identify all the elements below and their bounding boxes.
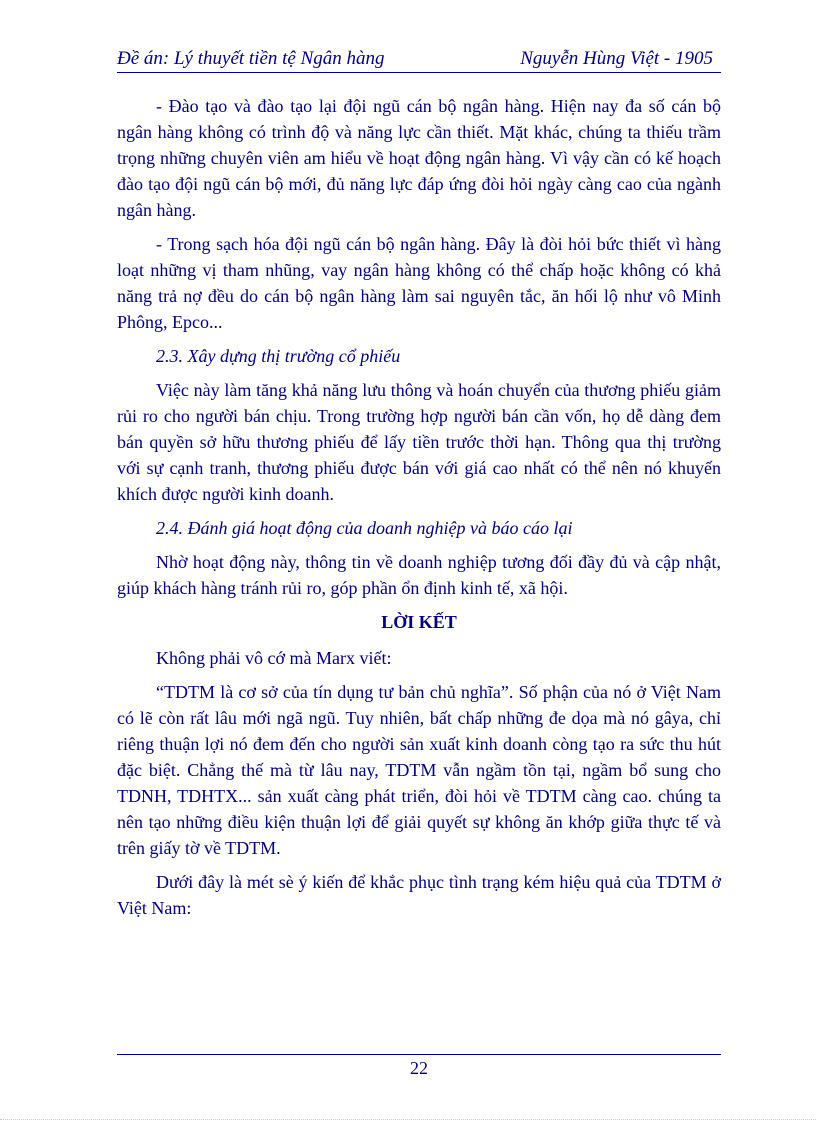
page-header: [117, 46, 721, 73]
document-body: [117, 93, 721, 929]
paragraph-evaluation: Nhờ hoạt động này, thông tin về doanh nghiệp tương đối đầy đủ và cập nhật, giúp khách hàng tránh rủi ro, góp phần ổn định kinh tế, xã hội.: [117, 552, 721, 598]
paragraph-marx-intro: Không phải vô cớ mà Marx viết:: [156, 648, 392, 668]
section-heading-2-4: 2.4. Đánh giá hoạt động của doanh nghiệp và báo cáo lại: [156, 518, 573, 538]
section-heading-2-3: 2.3. Xây dựng thị trường cổ phiếu: [156, 346, 401, 366]
page-number: 22: [410, 1058, 428, 1078]
paragraph-stock-market: Việc này làm tăng khả năng lưu thông và hoán chuyển của thương phiếu giảm rủi ro cho người bán chịu. Trong trường hợp người bán cần vốn, họ dễ dàng đem bán quyền sở hữu thương phiếu để lấy tiền trước thời hạn. Thông qua thị trường với sự cạnh tranh, thương phiếu được bán với giá cao nhất có thể nên nó khuyến khích được người kinh doanh.: [117, 380, 721, 504]
header-document-title: Đề án: Lý thuyết tiền tệ Ngân hàng: [117, 48, 385, 69]
paragraph-tdtm-quote: “TDTM là cơ sở của tín dụng tư bản chủ nghĩa”. Số phận của nó ở Việt Nam có lẽ còn rất lâu mới ngã ngũ. Tuy nhiên, bất chấp những đe dọa mà nó gâya, chỉ riêng thuận lợi nó đem đến cho người sản xuất kinh doanh còng tạo ra sức thu hút đặc biệt. Chẳng thế mà từ lâu nay, TDTM vẫn ngầm tồn tại, ngầm bổ sung cho TDNH, TDHTX... sản xuất càng phát triển, đòi hỏi về TDTM càng cao. chúng ta nên tạo những điều kiện thuận lợi để giải quyết sự không ăn khớp giữa thực tế và trên giấy tờ về TDTM.: [117, 682, 721, 858]
footer-divider: [117, 1054, 721, 1055]
paragraph-training: - Đào tạo và đào tạo lại đội ngũ cán bộ ngân hàng. Hiện nay đa số cán bộ ngân hàng không có trình độ và năng lực cần thiết. Mặt khác, chúng ta thiếu trầm trọng những chuyên viên am hiểu về hoạt động ngân hàng. Vì vậy cần có kế hoạch đào tạo đội ngũ cán bộ mới, đủ năng lực đáp ứng đòi hỏi ngày càng cao của ngành ngân hàng.: [117, 96, 721, 220]
paragraph-cleanup: - Trong sạch hóa đội ngũ cán bộ ngân hàng. Đây là đòi hỏi bức thiết vì hàng loạt những vị tham nhũng, vay ngân hàng không có thể chấp hoặc không có khả năng trả nợ đều do cán bộ ngân hàng làm sai nguyên tắc, ăn hối lộ như vô Minh Phông, Epco...: [117, 234, 721, 332]
page-edge-divider: [0, 1119, 816, 1120]
paragraph-closing: Dưới đây là mét sè ý kiến để khắc phục tình trạng kém hiệu quả của TDTM ở Việt Nam:: [117, 872, 721, 918]
conclusion-title: LỜI KẾT: [381, 612, 457, 632]
header-author: Nguyễn Hùng Việt - 1905: [520, 48, 713, 69]
